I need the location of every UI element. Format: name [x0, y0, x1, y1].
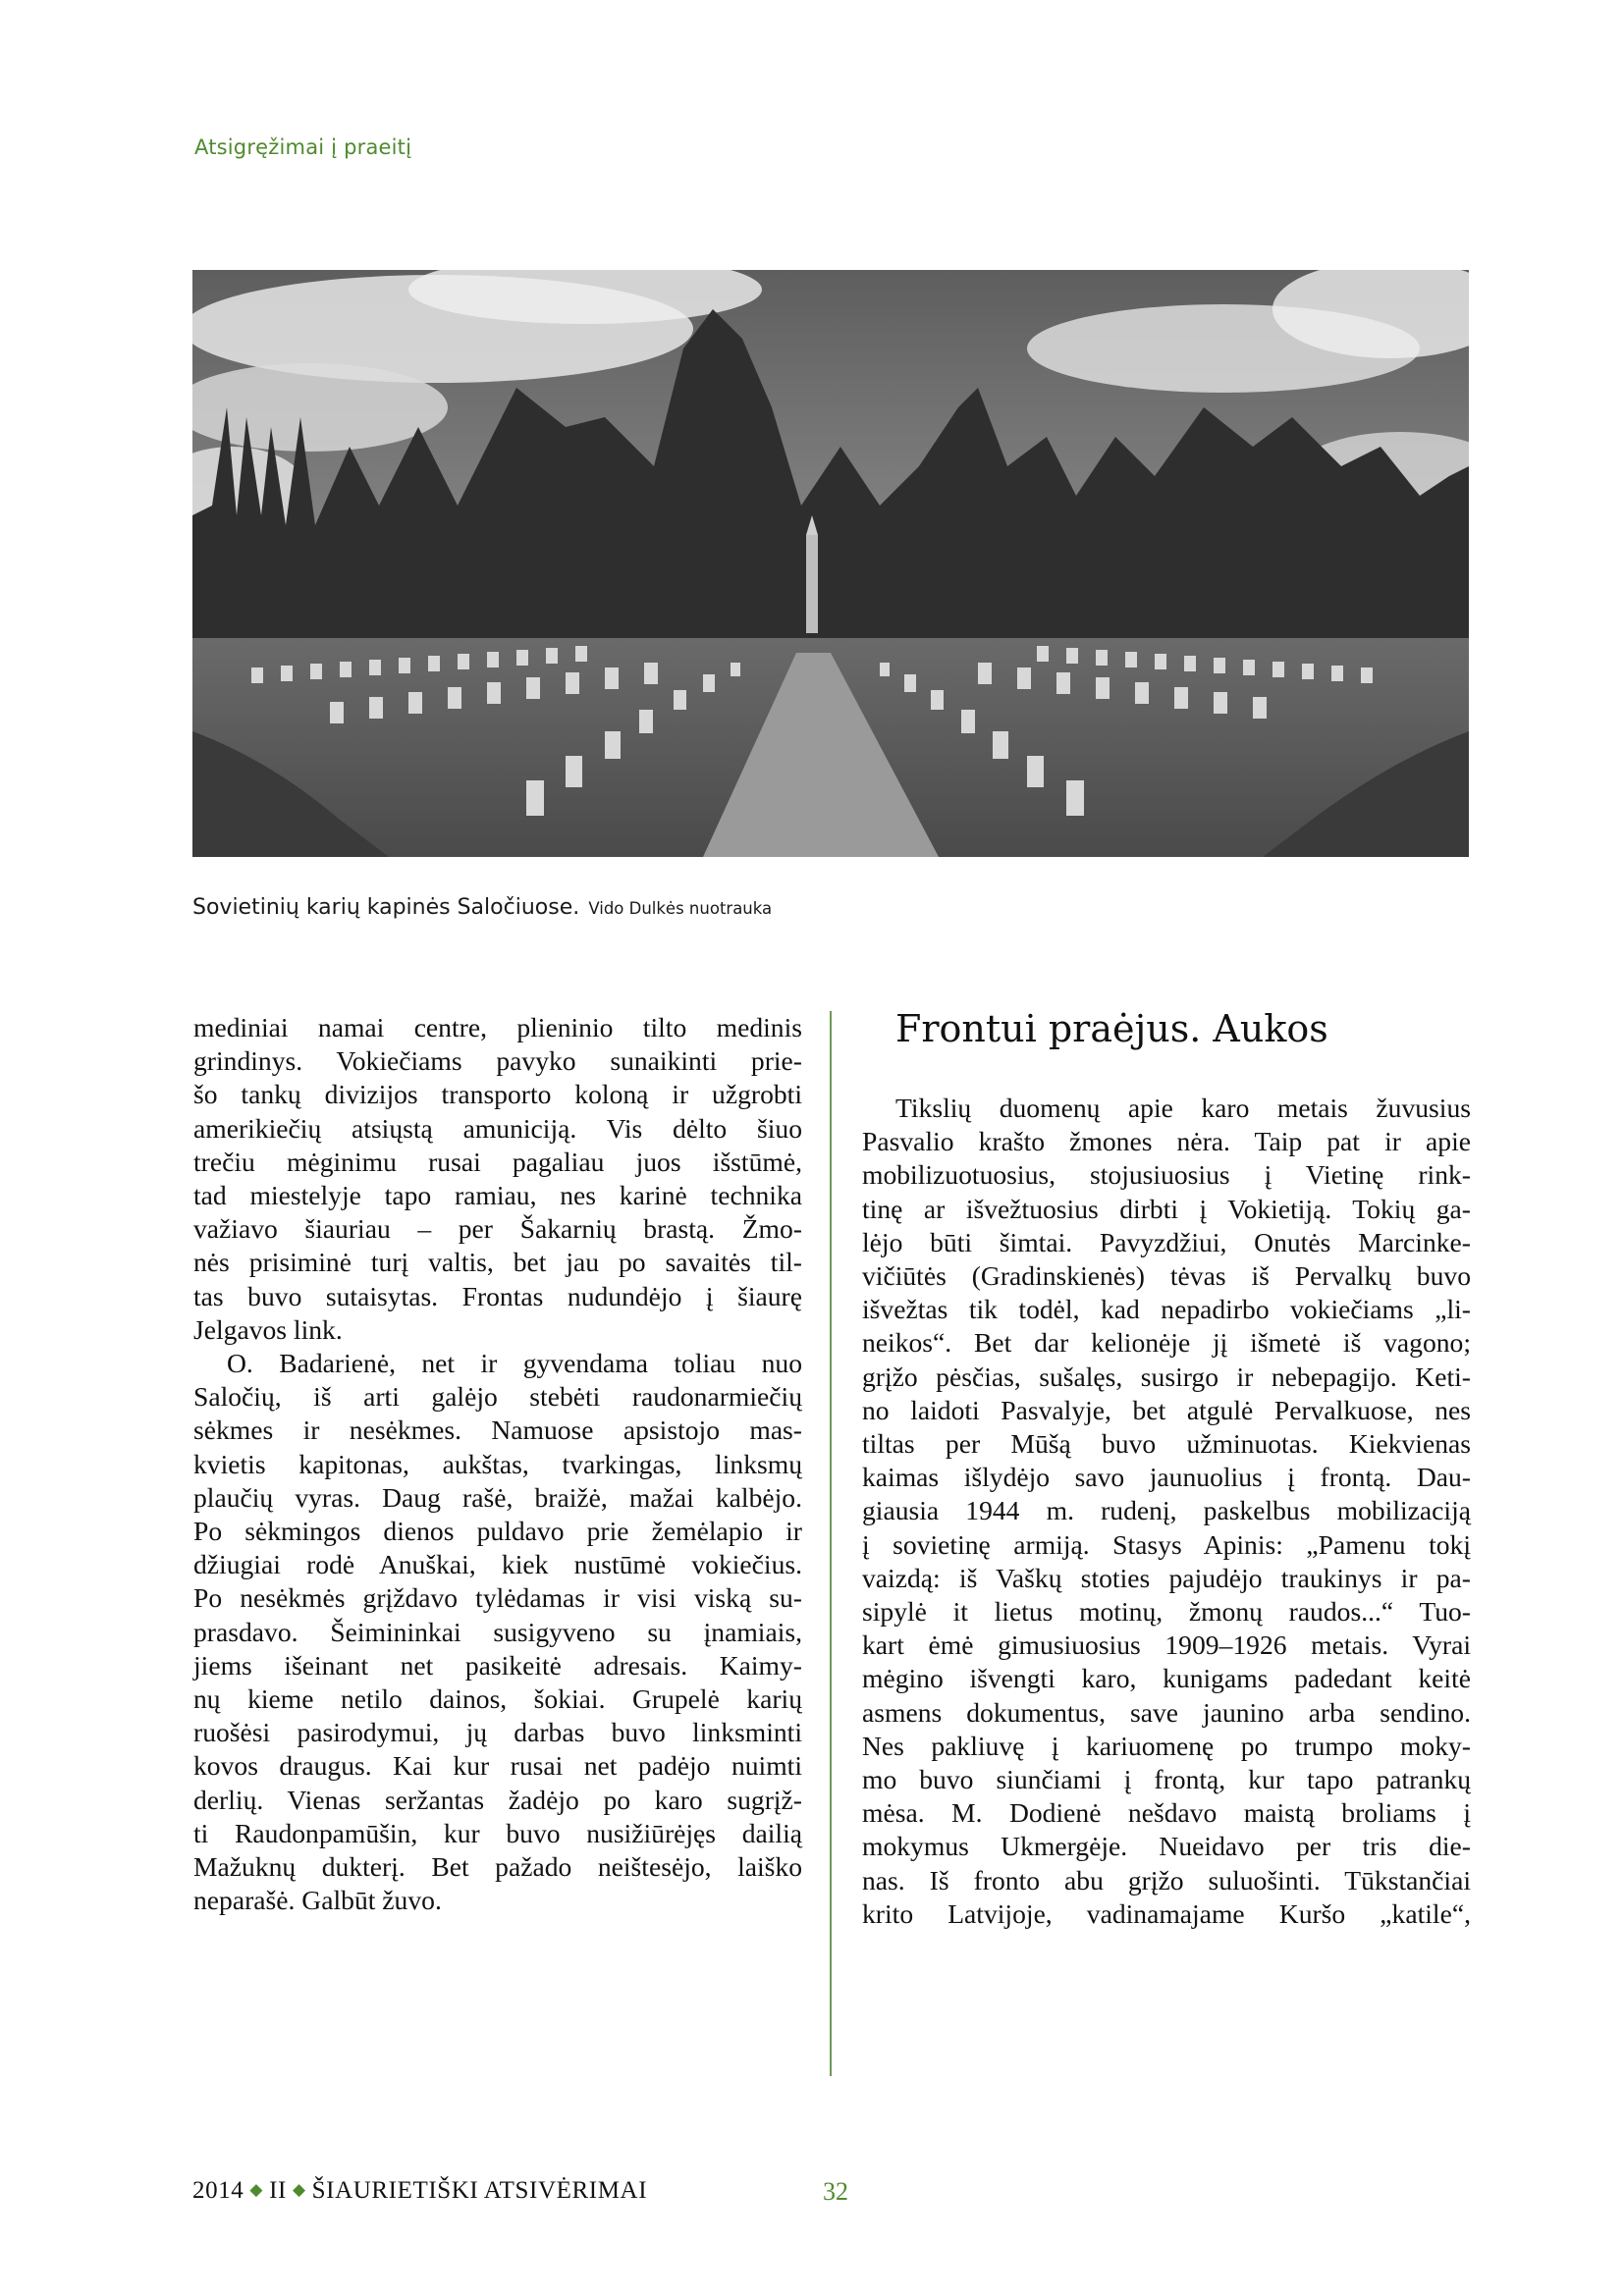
footer-year: 2014 [192, 2177, 244, 2204]
page-footer [192, 2177, 647, 2205]
text-line: sėkmes ir nesėkmes. Namuose apsistojo mas- [193, 1415, 802, 1446]
text-line: grįžo pėsčias, sušalęs, susirgo ir nebepagijo. Keti- [862, 1361, 1471, 1392]
page-number: 32 [823, 2177, 848, 2206]
photo-illustration [192, 270, 1469, 857]
text-line: kaimas išlydėjo savo jaunuolius į frontą. Dau- [862, 1462, 1471, 1493]
text-line: asmens dokumentus, save jaunino arba sendino. [862, 1696, 1471, 1728]
text-line: giausia 1944 m. rudenį, paskelbus mobilizaciją [862, 1495, 1471, 1526]
running-head-title: Atsigręžimai į praeitį [194, 135, 412, 159]
caption-text: Sovietinių karių kapinės Saločiuose. [192, 895, 580, 920]
text-line: nų kieme netilo dainos, šokiai. Grupelė karių [193, 1683, 802, 1715]
text-line: Jelgavos link. [193, 1313, 343, 1345]
text-line: O. Badarienė, net ir gyvendama toliau nuo [227, 1348, 802, 1379]
text-line: amerikiečių atsiųstą amuniciją. Vis dėlto šiuo [193, 1112, 802, 1144]
photo-credit: Vido Dulkės nuotrauka [588, 899, 773, 918]
text-line: lėjo būti šimtai. Pavyzdžiui, Onutės Marcinke- [862, 1226, 1471, 1257]
text-line: nės prisiminė turį valtis, bet jau po savaitės til- [193, 1247, 802, 1278]
text-line: vaizdą: iš Vaškų stoties pajudėjo traukinys ir pa- [862, 1562, 1471, 1593]
text-line: kart ėmė gimusiuosius 1909–1926 metais. Vyrai [862, 1629, 1471, 1661]
text-line: tas buvo sutaisytas. Frontas nudundėjo į šiaurę [193, 1280, 802, 1311]
text-line: neparašė. Galbūt žuvo. [193, 1885, 442, 1916]
figure-caption [192, 895, 772, 920]
text-line: tinę ar išvežtuosius dirbti į Vokietiją. Tokių ga- [862, 1193, 1471, 1224]
section-heading: Frontui praėjus. Aukos [895, 1007, 1328, 1050]
text-line: Mažuknų dukterį. Bet pažado neištesėjo, laiško [193, 1851, 802, 1883]
text-line: Po nesėkmės grįždavo tylėdamas ir visi viską su- [193, 1582, 802, 1614]
text-line: mobilizuotuosius, stojusiuosius į Vietinę rink- [862, 1159, 1471, 1191]
text-line: prasdavo. Šeimininkai susigyveno su įnamiais, [193, 1616, 802, 1647]
footer-issue: II [269, 2177, 287, 2204]
text-line: plaučių vyras. Daug rašė, braižė, mažai kalbėjo. [193, 1481, 802, 1513]
text-line: mėgino išvengti karo, kunigams padedant keitė [862, 1663, 1471, 1694]
column-divider [830, 1011, 832, 2076]
text-line: važiavo šiauriau – per Šakarnių brastą. Žmo- [193, 1213, 802, 1245]
right-column [862, 1007, 1471, 1931]
text-line: neikos“. Bet dar kelionėje jį išmetė iš vagono; [862, 1327, 1471, 1359]
text-line: kovos draugus. Kai kur rusai net padėjo nuimti [193, 1750, 802, 1782]
text-line: Tikslių duomenų apie karo metais žuvusius [895, 1093, 1471, 1123]
text-line: ti Raudonpamūšin, kur buvo nusižiūrėjęs dailią [193, 1817, 802, 1848]
text-line: Po sėkmingos dienos puldavo prie žemėlapio ir [193, 1516, 802, 1547]
diamond-bullet-icon: ◆ [249, 2180, 264, 2199]
text-line: džiugiai rodė Anuškai, kiek nustūmė vokiečius. [193, 1549, 802, 1580]
text-line: trečiu mėginimu rusai pagaliau juos išstūmė, [193, 1146, 802, 1177]
text-line: šo tankų divizijos transporto koloną ir užgrobti [193, 1079, 802, 1110]
text-line: derlių. Vienas seržantas žadėjo po karo sugrįž- [193, 1784, 802, 1815]
text-line: ruošėsi pasirodymui, jų darbas buvo linksminti [193, 1717, 802, 1748]
diamond-bullet-icon: ◆ [292, 2180, 306, 2199]
text-line: mo buvo siunčiami į frontą, kur tapo patrankų [862, 1764, 1471, 1795]
text-line: grindinys. Vokiečiams pavyko sunaikinti prie- [193, 1045, 802, 1077]
text-line: į sovietinę armiją. Stasys Apinis: „Pamenu tokį [862, 1528, 1471, 1560]
text-line: mokymus Ukmergėje. Nueidavo per tris die- [862, 1831, 1471, 1862]
text-line: mėsa. M. Dodienė nešdavo maistą broliams į [862, 1797, 1471, 1829]
text-line: nas. Iš fronto abu grįžo suluošinti. Tūkstančiai [862, 1864, 1471, 1896]
text-line: krito Latvijoje, vadinamajame Kuršo „katile“, [862, 1897, 1471, 1929]
cemetery-photo [192, 270, 1469, 857]
text-line: no laidoti Pasvalyje, bet atgulė Pervalkuose, nes [862, 1394, 1471, 1425]
text-line: tiltas per Mūšą buvo užminuotas. Kiekvienas [862, 1428, 1471, 1460]
text-line: išvežtas tik todėl, kad nepadirbo vokiečiams „li- [862, 1294, 1471, 1325]
text-line: sipylė it lietus motinų, žmonų raudos...“ Tuo- [862, 1596, 1471, 1628]
text-line: mediniai namai centre, plieninio tilto medinis [193, 1012, 802, 1042]
left-column [193, 1011, 802, 1917]
text-line: jiems išeinant net pasikeitė adresais. Kaimy- [193, 1649, 802, 1681]
text-line: Pasvalio krašto žmones nėra. Taip pat ir apie [862, 1126, 1471, 1157]
text-line: tad miestelyje tapo ramiau, nes karinė technika [193, 1180, 802, 1211]
footer-publication: ŠIAURIETIŠKI ATSIVĖRIMAI [311, 2177, 648, 2204]
text-line: vičiūtės (Gradinskienės) tėvas iš Pervalkų buvo [862, 1260, 1471, 1292]
text-line: Nes pakliuvę į kariuomenę po trumpo moky- [862, 1730, 1471, 1761]
text-line: Saločių, iš arti galėjo stebėti raudonarmiečių [193, 1381, 802, 1413]
text-line: kvietis kapitonas, aukštas, tvarkingas, linksmų [193, 1448, 802, 1479]
